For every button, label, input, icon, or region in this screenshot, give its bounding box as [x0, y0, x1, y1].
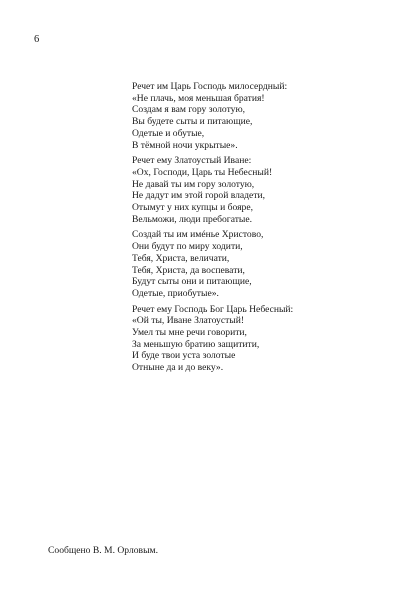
- poem-line: Речет ему Златоустый Иване:: [132, 155, 252, 167]
- poem-line: Создай ты им имéнье Христово,: [132, 229, 264, 241]
- poem-line: Не дадут им этой горой владети,: [132, 190, 266, 202]
- poem-line: Отымут у них купцы и бояре,: [132, 202, 254, 214]
- poem-body: [132, 81, 402, 378]
- stanza-3: [132, 229, 402, 299]
- poem-line: Одетые и обутые,: [132, 127, 205, 139]
- poem-line: Вельможи, люди пребогатые.: [132, 213, 252, 225]
- poem-line: Речет им Царь Господь милосердный:: [132, 81, 288, 92]
- poem-line: Не давай ты им гору золотую,: [132, 178, 255, 190]
- poem-line: «Не плачь, моя меньшая братия!: [132, 92, 265, 104]
- poem-line: Отныне да и до веку».: [132, 362, 224, 374]
- stanza-1: [132, 81, 402, 151]
- poem-line: Тебя, Христа, величати,: [132, 252, 230, 264]
- footnote: Сообщено В. М. Орловым.: [48, 545, 159, 556]
- page-number: 6: [34, 34, 40, 45]
- poem-line: Речет ему Господь Бог Царь Небесный:: [132, 303, 294, 315]
- poem-line: «Ой ты, Иване Златоустый!: [132, 315, 245, 327]
- poem-line: Они будут по миру ходити,: [132, 241, 243, 253]
- poem-line: Тебя, Христа, да воспевати,: [132, 264, 245, 276]
- poem-line: Вы будете сыты и питающие,: [132, 116, 253, 128]
- stanza-4: [132, 304, 402, 374]
- poem-line: Умел ты мне речи говорити,: [132, 327, 247, 339]
- poem-line: Будут сыты они и питающие,: [132, 276, 252, 288]
- poem-line: Одетые, приобутые».: [132, 287, 219, 299]
- poem-line: За меньшую братию защитити,: [132, 338, 260, 350]
- poem-line: И буде твои уста золотые: [132, 350, 236, 362]
- poem-line: В тёмной ночи укрытые».: [132, 139, 238, 151]
- poem-line: Создам я вам гору золотую,: [132, 104, 246, 116]
- poem-line: «Ох, Господи, Царь ты Небесный!: [132, 166, 273, 178]
- stanza-2: [132, 155, 402, 225]
